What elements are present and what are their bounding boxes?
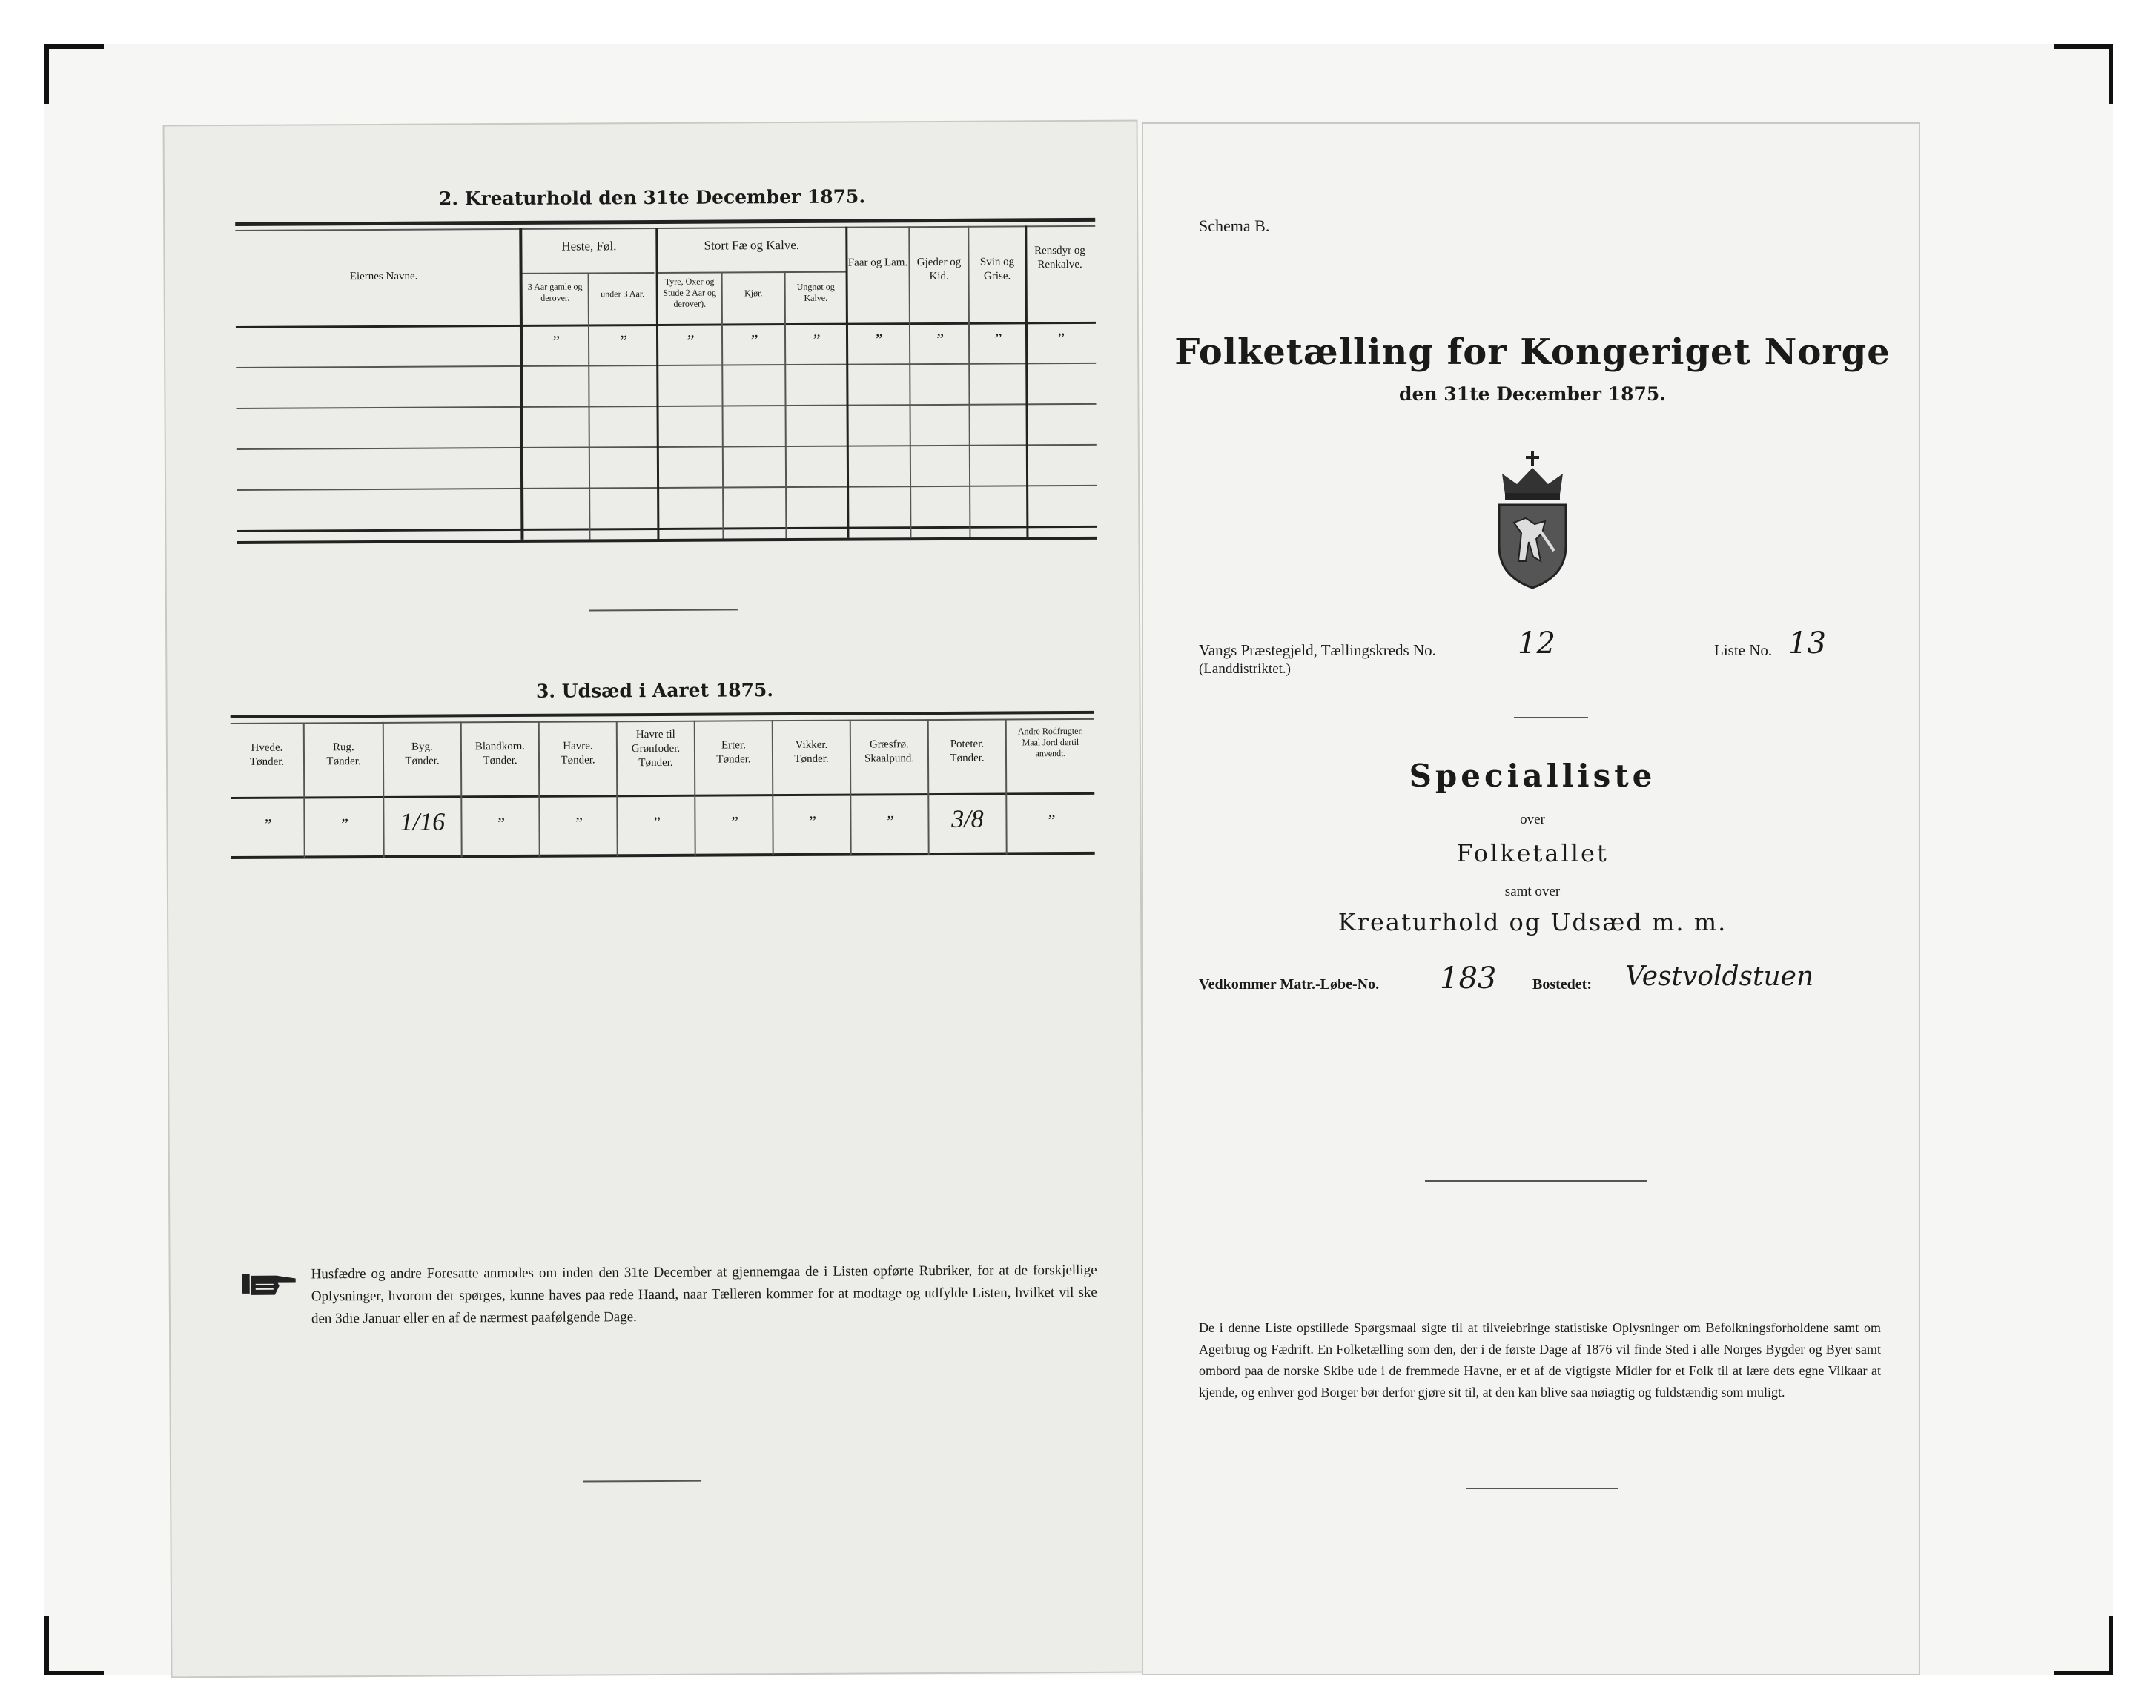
pigs-header: Svin og Grise. — [979, 256, 1015, 282]
seed-header-byg: Byg. Tønder. — [405, 741, 440, 767]
footnote: Husfædre og andre Foresatte anmodes om inden den 31te December at gjennemgaa de i Listen opførte Rubriker, for at de forskjellige Oplysninger, hvorom der spørges, kunne haves paa rede Haand, naar Tælleren kommer for at modtage og udfylde Listen, hvilket vil ske den 3die Januar eller en af de nærmest paafølgende Dage. — [311, 1262, 1097, 1327]
crop-mark — [44, 1616, 49, 1675]
seed-cell-byg: 1/16 — [400, 808, 446, 836]
seed-cell: ” — [495, 814, 506, 833]
seed-cell: ” — [1046, 811, 1056, 830]
crop-mark — [44, 1671, 104, 1675]
specialliste-heading: Specialliste — [1409, 758, 1656, 794]
col-rule — [845, 227, 849, 538]
livestock-cell: ” — [685, 331, 695, 350]
liste-no[interactable]: 13 — [1788, 626, 1826, 661]
table-rule — [237, 537, 1097, 544]
owners-header: Eiernes Navne. — [349, 270, 418, 283]
seed-header-vikker: Vikker. Tønder. — [794, 738, 829, 766]
table-row-rule — [237, 526, 1097, 532]
livestock-cell: ” — [873, 330, 883, 349]
table-row-rule — [237, 485, 1097, 491]
horses-3plus-header: 3 Aar gamle og derover. — [527, 281, 583, 303]
seed-header-graesfro: Græsfrø. Skaalpund. — [864, 738, 915, 765]
group-rule — [658, 271, 847, 274]
kreaturhold-label: Kreaturhold og Udsæd m. m. — [1337, 908, 1727, 936]
table-row-rule — [237, 403, 1097, 409]
livestock-cell: ” — [1055, 329, 1065, 348]
seed-header-poteter: Poteter. Tønder. — [950, 738, 985, 764]
schema-label: Schema B. — [1199, 216, 1270, 235]
seed-cell: ” — [339, 815, 349, 834]
table-rule — [235, 218, 1095, 226]
parish-label: Vangs Præstegjeld, Tællingskreds No. — [1199, 641, 1436, 659]
col-rule — [655, 228, 659, 539]
matr-label: Vedkommer Matr.-Løbe-No. — [1199, 976, 1380, 993]
horses-group-header: Heste, Føl. — [561, 239, 617, 254]
samt-over-label: samt over — [1504, 884, 1561, 899]
sheep-header: Faar og Lam. — [847, 256, 908, 269]
horses-under3-header: under 3 Aar. — [601, 288, 645, 299]
livestock-cell: ” — [934, 329, 945, 349]
bosted-value[interactable]: Vestvoldstuen — [1625, 961, 1814, 992]
reindeer-header: Rensdyr og Renkalve. — [1034, 244, 1085, 271]
seed-title: 3. Udsæd i Aaret 1875. — [535, 679, 774, 702]
bosted-label: Bostedet: — [1532, 976, 1592, 993]
livestock-cell: ” — [749, 331, 758, 350]
crop-mark — [2109, 1616, 2113, 1675]
intro-paragraph: De i denne Liste opstillede Spørgsmaal sigte til at tilveiebringe statistiske Oplysninger om Befolkningsforholdene samt om Agerbrug og Fædrift. En Folketælling som den, der i de første Dage af 1876 vil finde Sted i alle Norges Bygder og Byer samt ombord paa de norske Skibe ude i de fremmede Havne, er et af de vigtigste Midler for et Folk til at lære dets egne Vilkaar at kjende, og enhver god Borger bør derfor gjøre sit til, at den kan blive saa nøiagtig og fuldstændig som muligt. — [1199, 1320, 1881, 1400]
crop-mark — [44, 44, 49, 104]
col-rule — [519, 228, 523, 540]
table-rule — [231, 852, 1095, 859]
section-divider — [1514, 717, 1588, 718]
livestock-cell: ” — [618, 331, 628, 351]
seed-header-rug: Rug. Tønder. — [326, 741, 361, 768]
seed-header-andre-rodfrugter: Andre Rodfrugter. Maal Jord dertil anvendt. — [1017, 725, 1083, 759]
table-rule — [235, 225, 1095, 231]
seed-header-erter: Erter. Tønder. — [716, 739, 751, 766]
folketallet-label: Folketallet — [1456, 839, 1609, 867]
kreds-no[interactable]: 12 — [1518, 626, 1555, 661]
coat-of-arms-icon — [1492, 450, 1573, 591]
district-label: (Landdistriktet.) — [1199, 661, 1291, 677]
seed-header-hvede: Hvede. Tønder. — [249, 741, 285, 768]
seed-cell: ” — [262, 815, 272, 834]
section-divider — [1466, 1488, 1618, 1489]
matr-no[interactable]: 183 — [1440, 961, 1497, 996]
seed-cell: ” — [729, 812, 739, 832]
seed-header-havre-gronfoder: Havre til Grønfoder. Tønder. — [631, 728, 681, 769]
seed-header-havre: Havre. Tønder. — [561, 740, 595, 767]
seed-cell: ” — [573, 813, 583, 833]
seed-cell: ” — [884, 812, 895, 831]
seed-cell: ” — [807, 812, 817, 831]
livestock-title: 2. Kreaturhold den 31te December 1875. — [438, 185, 866, 210]
left-page — [163, 120, 1146, 1678]
bulls-header: Tyre, Oxer og Stude 2 Aar og derover). — [663, 276, 717, 309]
table-row-rule — [236, 363, 1096, 368]
right-page — [1142, 122, 1920, 1675]
goats-header: Gjeder og Kid. — [916, 256, 962, 283]
pointing-hand-icon — [241, 1264, 300, 1301]
seed-cell: ” — [651, 812, 661, 833]
seed-header-blandkorn: Blandkorn. Tønder. — [474, 740, 525, 767]
livestock-cell: ” — [550, 331, 561, 351]
table-rule — [231, 792, 1094, 799]
over-label: over — [1520, 812, 1545, 827]
page-subtitle: den 31te December 1875. — [1399, 383, 1666, 405]
table-rule — [231, 718, 1094, 724]
crop-mark — [2054, 1671, 2113, 1675]
livestock-cell: ” — [993, 329, 1002, 348]
section-divider — [583, 1480, 701, 1483]
table-row-rule — [237, 444, 1097, 450]
crop-mark — [2054, 44, 2113, 49]
seed-cell-poteter: 3/8 — [951, 805, 984, 833]
table-rule — [231, 711, 1094, 718]
crop-mark — [44, 44, 104, 49]
cattle-group-header: Stort Fæ og Kalve. — [704, 237, 800, 253]
young-cattle-header: Ungnøt og Kalve. — [796, 281, 835, 303]
crop-mark — [2109, 44, 2113, 104]
livestock-cell: ” — [811, 330, 821, 349]
section-divider — [1425, 1180, 1647, 1182]
table-rule — [236, 322, 1096, 328]
cows-header: Kjør. — [744, 288, 763, 299]
liste-label: Liste No. — [1714, 641, 1773, 659]
page-title: Folketælling for Kongeriget Norge — [1174, 331, 1891, 373]
section-divider — [589, 609, 738, 611]
